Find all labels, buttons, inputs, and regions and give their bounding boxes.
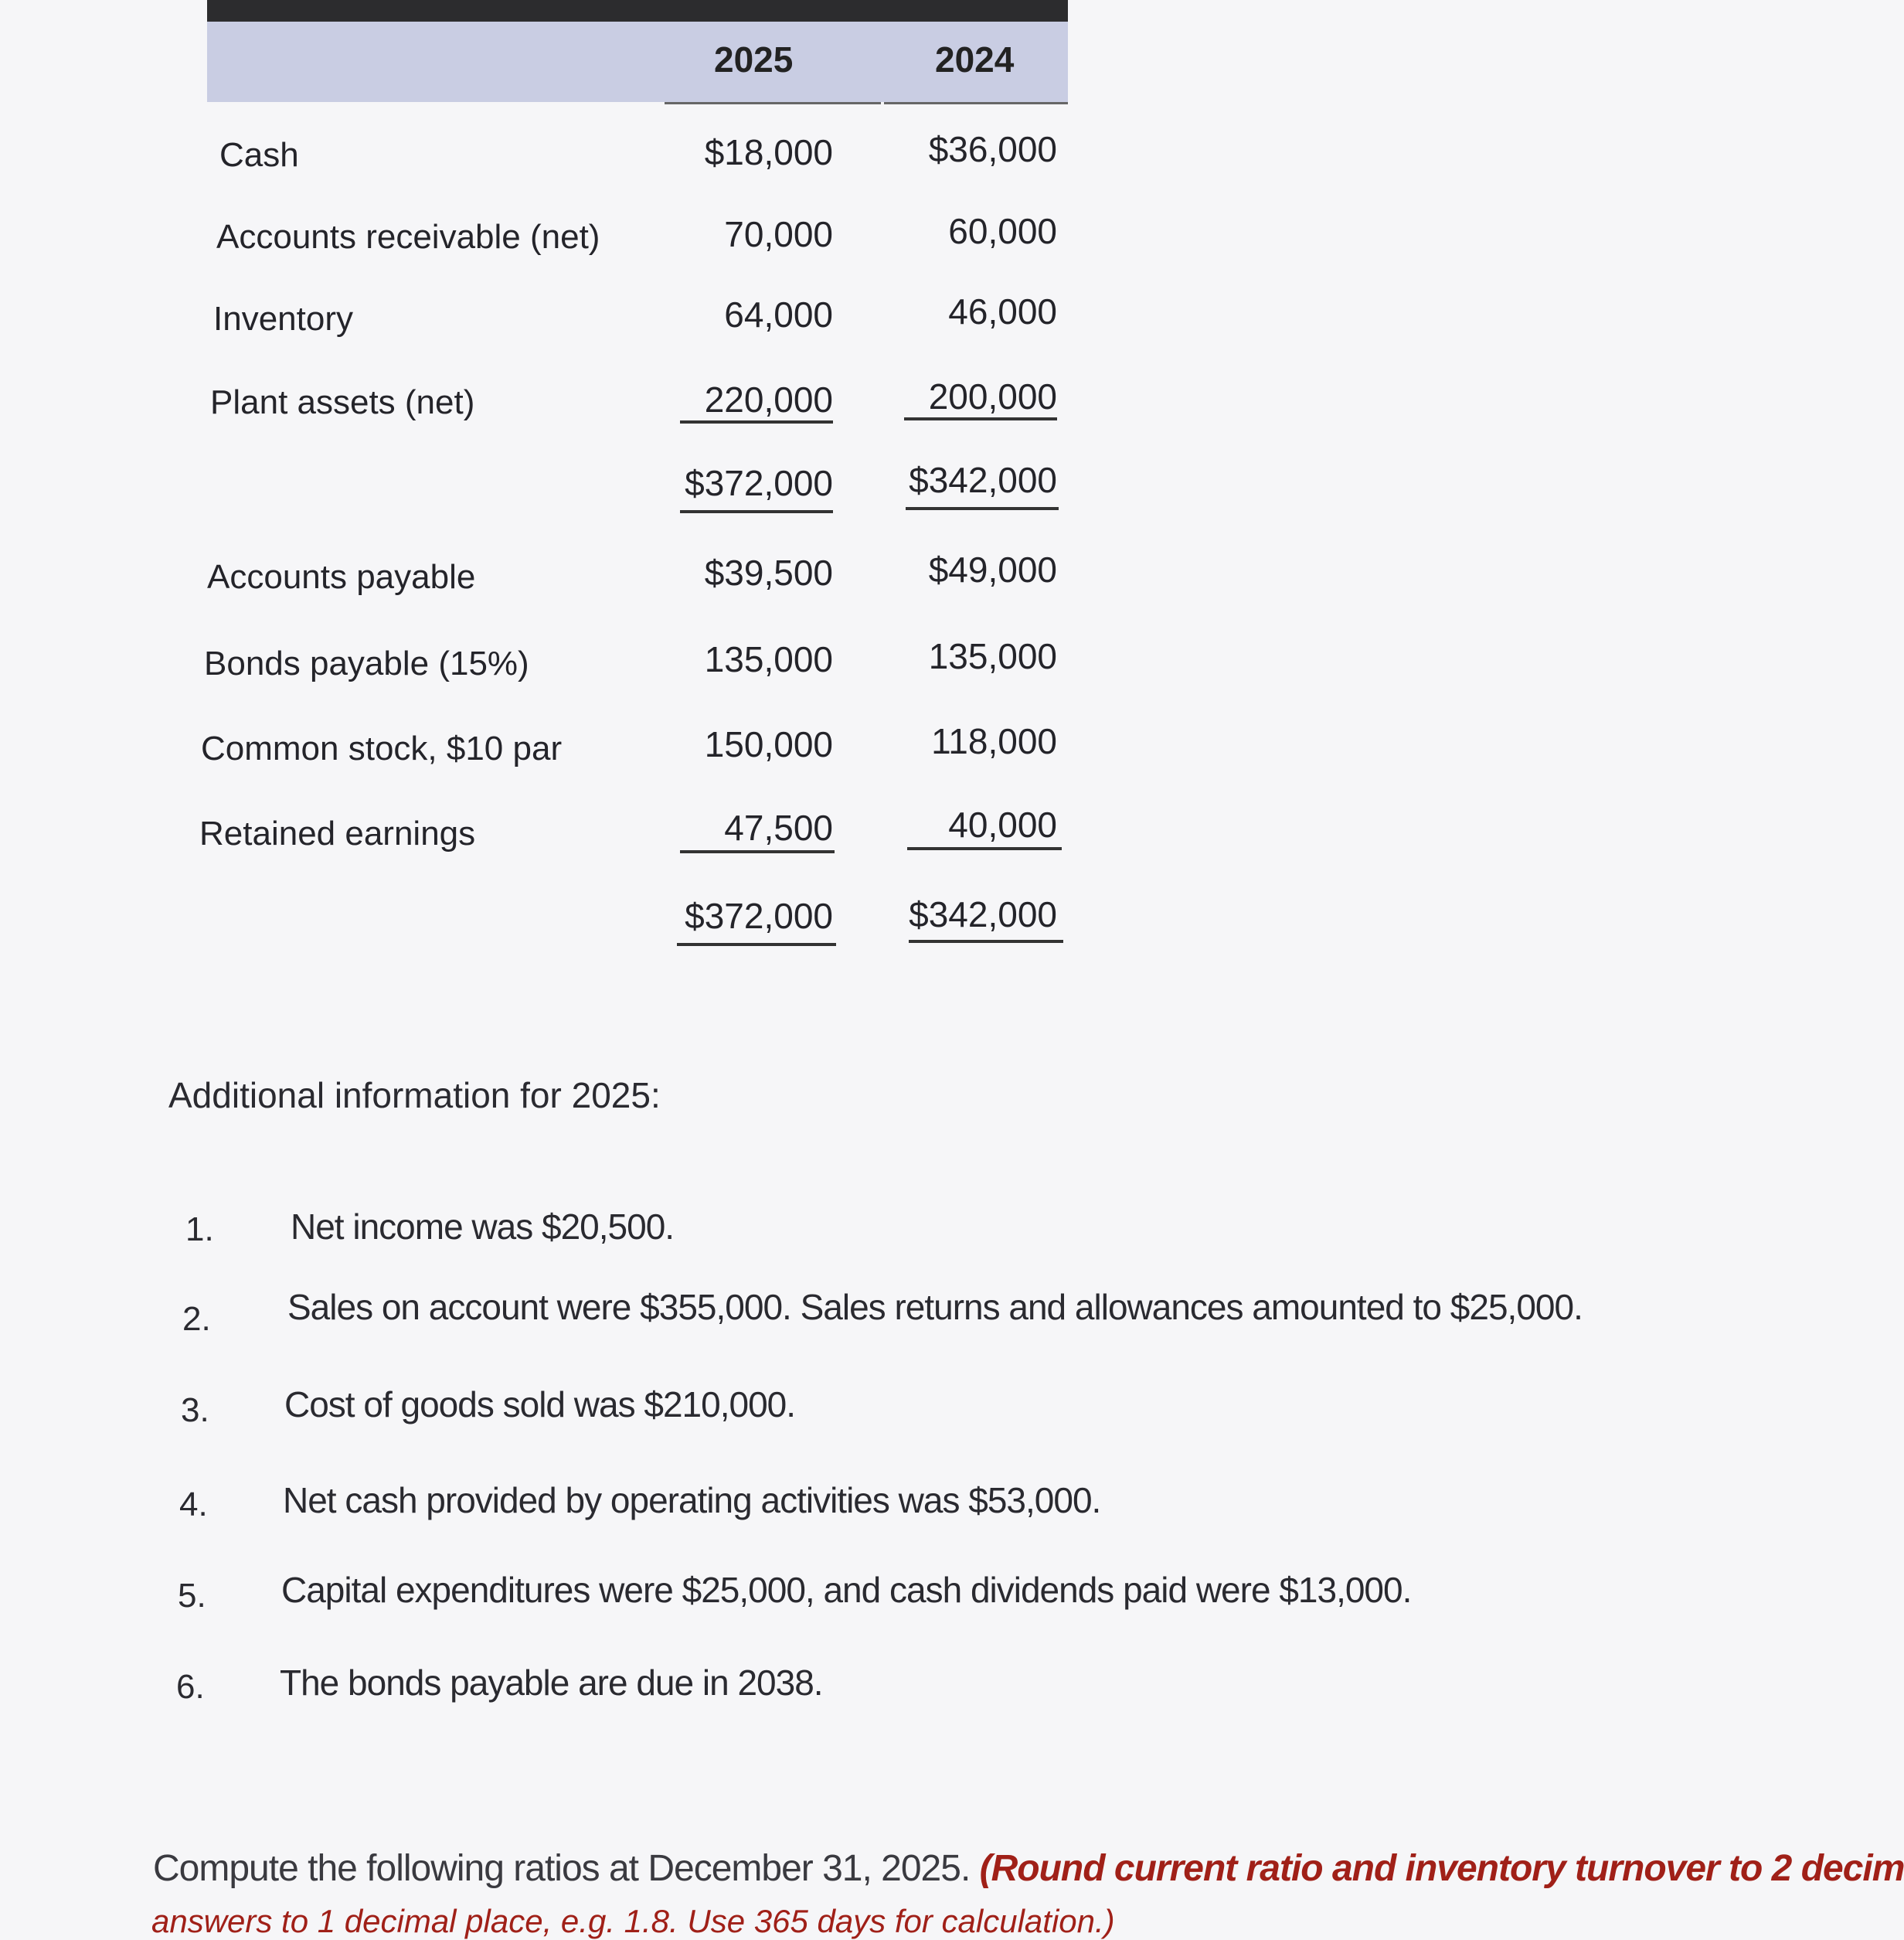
item-number-1: 1. [185,1210,214,1248]
row-label-inventory: Inventory [213,300,353,338]
retained-earnings-2024: 40,000 [948,805,1057,845]
row-label-plant-assets: Plant assets (net) [210,383,475,421]
item-number-5: 5. [178,1577,206,1615]
instructions-emphasis: (Round current ratio and inventory turnover to 2 decim [979,1848,1904,1889]
accounts-receivable-2025: 70,000 [724,214,833,254]
accounts-payable-2024: $49,000 [928,550,1057,590]
instructions-line-2: answers to 1 decimal place, e.g. 1.8. Use 365 days for calculation.) [151,1903,1115,1939]
total-assets-2024: $342,000 [909,460,1057,500]
row-label-bonds-payable: Bonds payable (15%) [204,645,529,682]
cash-2024: $36,000 [928,129,1057,169]
instructions-line-1 [153,1847,1904,1890]
instructions-main: Compute the following ratios at December 31, 2025. [153,1848,971,1889]
total-assets-rule-2025 [680,510,833,513]
year-2025-header: 2025 [714,39,794,80]
liabilities-subtotal-rule-2024 [907,847,1062,850]
total-liabilities-equity-2025: $372,000 [685,896,833,936]
row-label-accounts-receivable: Accounts receivable (net) [216,218,600,256]
item-number-3: 3. [181,1391,209,1429]
item-text-1: Net income was $20,500. [291,1207,675,1247]
accounts-receivable-2024: 60,000 [948,211,1057,251]
cash-2025: $18,000 [704,132,833,172]
total-liabilities-equity-rule-2025 [677,943,836,946]
row-label-common-stock: Common stock, $10 par [201,730,563,767]
bonds-payable-2025: 135,000 [704,639,833,679]
item-text-5: Capital expenditures were $25,000, and cash dividends paid were $13,000. [281,1570,1412,1610]
subtotal-underline-2025 [680,420,833,424]
item-text-3: Cost of goods sold was $210,000. [284,1384,796,1424]
inventory-2025: 64,000 [724,294,833,335]
plant-assets-2025: 220,000 [704,379,833,420]
item-number-2: 2. [182,1300,211,1338]
year-2024-header: 2024 [935,39,1015,80]
item-text-6: The bonds payable are due in 2038. [280,1663,823,1703]
header-rule-2024 [884,102,1068,104]
total-assets-2025: $372,000 [685,463,833,503]
bonds-payable-2024: 135,000 [928,636,1057,676]
table-top-bar [207,0,1068,22]
liabilities-subtotal-rule-2025 [680,850,835,853]
item-number-6: 6. [176,1668,205,1706]
plant-assets-2024: 200,000 [928,376,1057,417]
item-number-4: 4. [179,1486,208,1523]
total-liabilities-equity-rule-2024 [909,940,1063,943]
common-stock-2024: 118,000 [931,721,1057,761]
inventory-2024: 46,000 [948,291,1057,332]
accounts-payable-2025: $39,500 [704,553,833,593]
total-liabilities-equity-2024: $342,000 [909,894,1057,934]
item-text-2: Sales on account were $355,000. Sales returns and allowances amounted to $25,000. [287,1287,1583,1327]
common-stock-2025: 150,000 [704,724,833,764]
additional-info-heading: Additional information for 2025: [168,1075,661,1115]
row-label-retained-earnings: Retained earnings [199,815,476,853]
row-label-cash: Cash [219,136,299,174]
row-label-accounts-payable: Accounts payable [207,558,476,596]
item-text-4: Net cash provided by operating activities was $53,000. [283,1480,1101,1520]
subtotal-underline-2024 [904,417,1057,420]
retained-earnings-2025: 47,500 [724,808,833,848]
header-rule-2025 [665,102,881,104]
total-assets-rule-2024 [906,507,1059,510]
